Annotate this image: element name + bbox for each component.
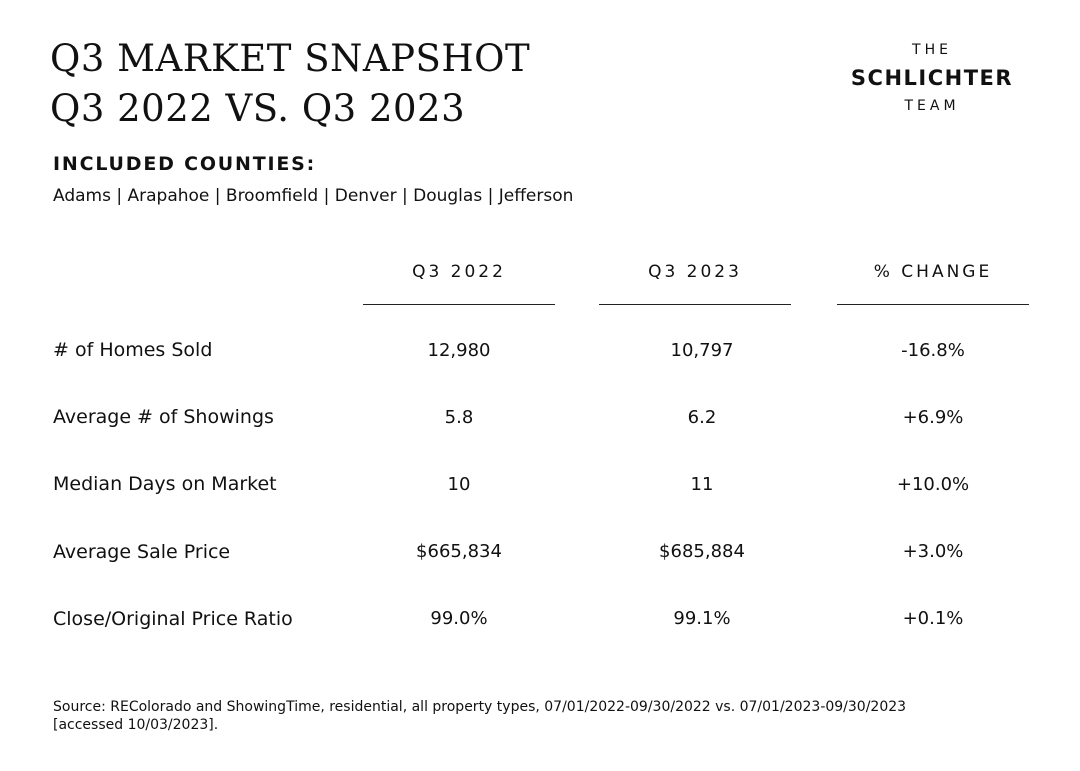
table-cell: 99.0% [430,608,488,629]
column-header-q3-2022: Q3 2022 [412,262,506,282]
logo-main-text: SCHLICHTER [850,66,1014,90]
table-cell: 6.2 [687,407,717,428]
table-cell: $685,884 [659,541,745,562]
table-cell: +10.0% [896,474,970,495]
row-label-days-on-market: Median Days on Market [53,473,277,495]
table-cell: +3.0% [902,541,964,562]
row-label-homes-sold: # of Homes Sold [53,339,213,361]
table-cell: $665,834 [416,541,502,562]
column-divider [837,304,1029,305]
row-label-sale-price: Average Sale Price [53,541,231,563]
counties-list: Adams | Arapahoe | Broomfield | Denver | Douglas | Jefferson [53,186,574,206]
logo-bottom-text: TEAM [904,98,960,114]
column-header-q3-2023: Q3 2023 [648,262,742,282]
logo-top-text: THE [912,42,952,58]
table-cell: 5.8 [444,407,474,428]
title-line-1: Q3 MARKET SNAPSHOT [50,37,531,80]
column-divider [599,304,791,305]
source-note [53,698,983,734]
table-cell: -16.8% [901,340,965,361]
table-cell: 11 [690,474,714,495]
source-line-2: [accessed 10/03/2023]. [53,717,219,733]
table-cell: 12,980 [427,340,491,361]
table-cell: 10 [447,474,471,495]
table-cell: +6.9% [902,407,964,428]
source-line-1: Source: REColorado and ShowingTime, residential, all property types, 07/01/2022-09/30/2022 vs. 07/01/2023-09/30/2023 [53,699,907,715]
counties-heading: INCLUDED COUNTIES: [53,153,317,175]
table-cell: 99.1% [673,608,731,629]
title-line-2: Q3 2022 VS. Q3 2023 [50,87,466,130]
table-cell: 10,797 [670,340,734,361]
page-title [50,34,530,134]
row-label-price-ratio: Close/Original Price Ratio [53,608,293,630]
team-logo [832,40,1032,116]
column-header-change: % CHANGE [873,262,993,282]
table-cell: +0.1% [902,608,964,629]
column-divider [363,304,555,305]
row-label-showings: Average # of Showings [53,406,274,428]
